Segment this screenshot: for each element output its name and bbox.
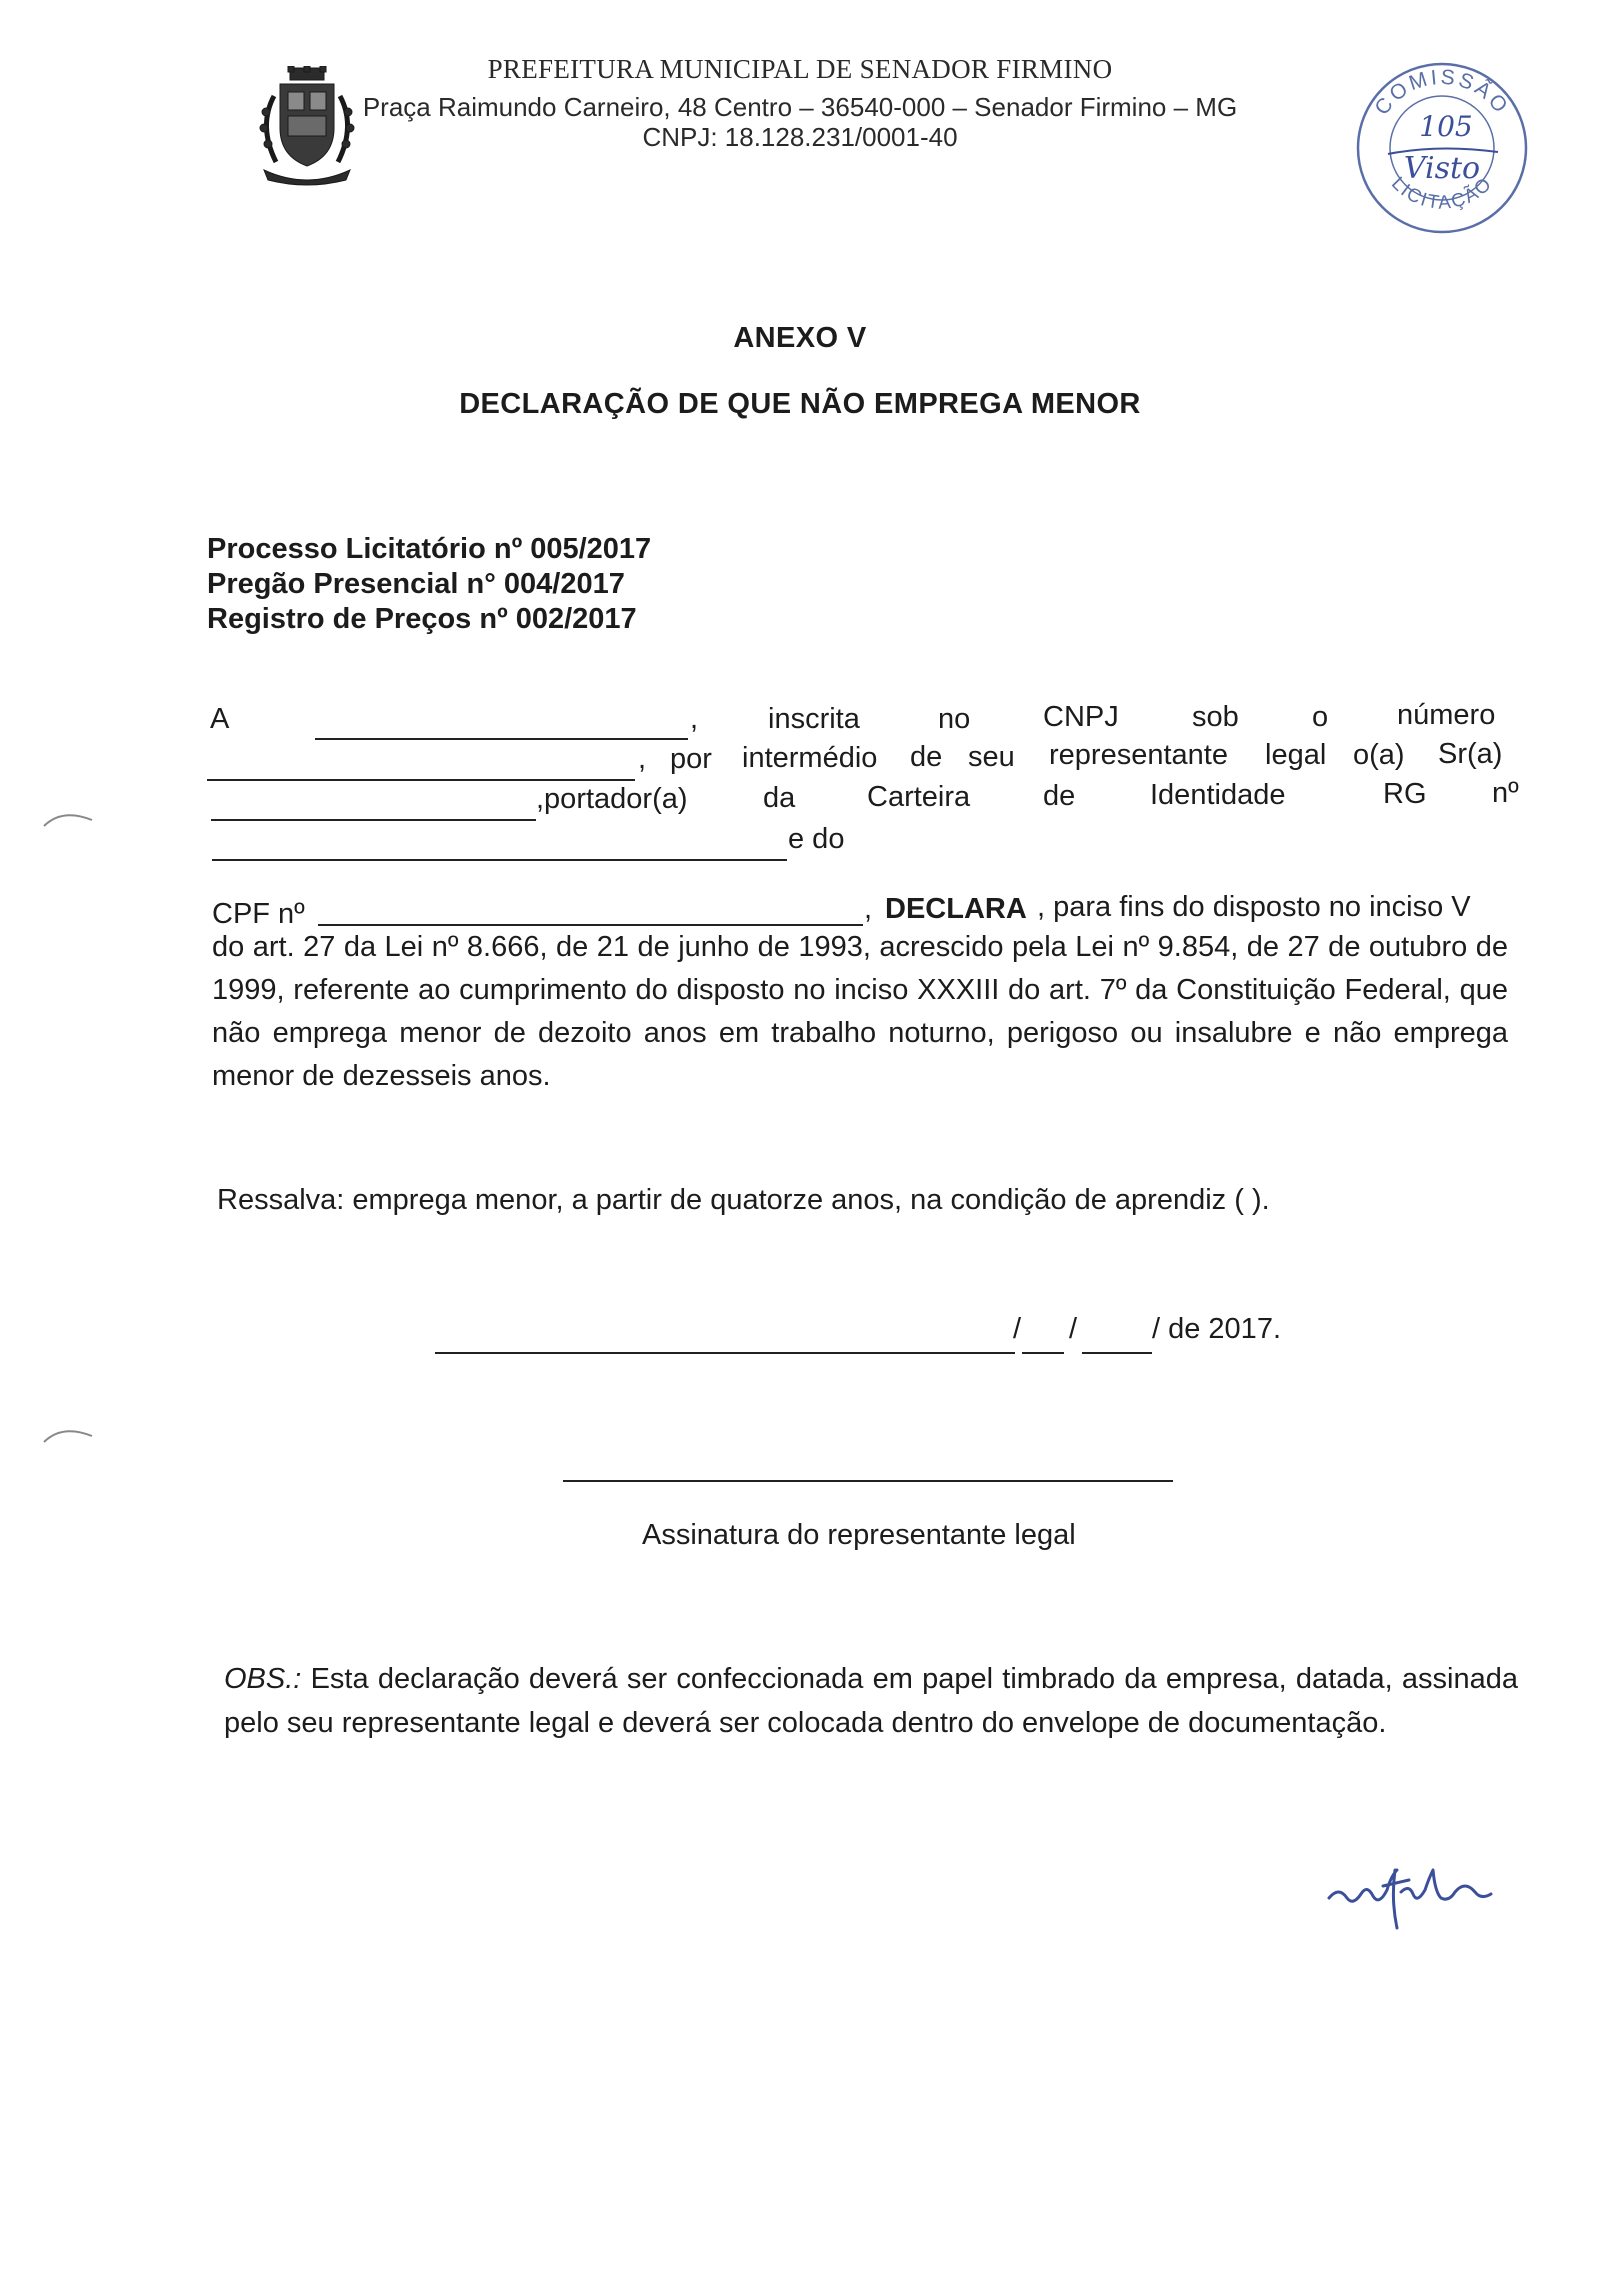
stamp-handwritten-number: 105 [1419, 110, 1473, 143]
form-word: no [938, 703, 971, 735]
form-word: intermédio [742, 742, 878, 774]
cpf-continuation: , para fins do disposto no inciso V [1037, 891, 1471, 923]
stamp-bottom-text: LICITAÇÃO [1387, 172, 1498, 214]
representative-name-blank[interactable] [211, 819, 536, 821]
annex-title: ANEXO V [733, 322, 867, 354]
date-slash: / [1069, 1313, 1078, 1345]
date-year-text: / de 2017. [1152, 1313, 1281, 1345]
obs-label: OBS.: [224, 1663, 302, 1695]
form-word: , [864, 893, 873, 925]
header-cnpj: CNPJ: 18.128.231/0001-40 [642, 122, 958, 152]
stamp-top-text: COMISSÃO [1370, 65, 1514, 120]
form-word: legal [1265, 739, 1327, 771]
process-number: Processo Licitatório nº 005/2017 [207, 533, 652, 565]
obs-note [224, 1657, 1518, 1745]
date-slash: / [1013, 1313, 1022, 1345]
form-word: seu [968, 741, 1015, 773]
declaration-title: DECLARAÇÃO DE QUE NÃO EMPREGA MENOR [459, 388, 1141, 420]
form-word: , [690, 703, 699, 735]
form-word: Carteira [867, 781, 971, 813]
cpf-label: CPF nº [212, 898, 305, 930]
cnpj-number-blank[interactable] [207, 779, 635, 781]
scan-margin-mark [40, 802, 100, 832]
form-word: RG [1383, 778, 1427, 810]
signature-line[interactable] [563, 1480, 1173, 1482]
scan-margin-mark [40, 1418, 100, 1448]
commission-stamp [1348, 58, 1536, 236]
form-word: e do [788, 823, 845, 855]
form-word: da [763, 782, 796, 814]
form-word: CNPJ [1043, 701, 1119, 733]
registro-precos-number: Registro de Preços nº 002/2017 [207, 603, 637, 635]
form-word: de [910, 741, 943, 773]
form-word: ,portador(a) [536, 783, 688, 815]
company-name-blank[interactable] [315, 738, 688, 740]
form-word: sob [1192, 701, 1239, 733]
day-blank[interactable] [1022, 1352, 1064, 1354]
form-word: , [638, 743, 647, 775]
form-word: representante [1049, 739, 1228, 771]
form-word: inscrita [768, 703, 860, 735]
form-word: o [1312, 701, 1329, 733]
form-word: de [1043, 780, 1076, 812]
header-address: Praça Raimundo Carneiro, 48 Centro – 36540-000 – Senador Firmino – MG [362, 92, 1238, 122]
signature-label: Assinatura do representante legal [642, 1519, 1076, 1551]
rg-number-blank[interactable] [212, 859, 787, 861]
form-word: A [210, 703, 230, 735]
form-word: por [670, 743, 712, 775]
month-blank[interactable] [1082, 1352, 1152, 1354]
place-blank[interactable] [435, 1352, 1015, 1354]
stamp-handwritten-sign: Visto [1403, 151, 1481, 186]
form-word: nº [1492, 777, 1519, 809]
form-word: número [1397, 699, 1496, 731]
pregao-number: Pregão Presencial n° 004/2017 [207, 568, 625, 600]
form-word: Identidade [1150, 779, 1286, 811]
declaration-paragraph: do art. 27 da Lei nº 8.666, de 21 de junho de 1993, acrescido pela Lei nº 9.854, de 27 de outubro de 1999, referente ao cumprimento do disposto no inciso XXXIII do art. 7º da Constituição Federal, que não emprega menor de dezoito anos em trabalho noturno, perigoso ou insalubre e não emprega menor de dezesseis anos. [212, 931, 1508, 1092]
form-word: o(a) [1353, 739, 1405, 771]
obs-text: Esta declaração deverá ser confeccionada em papel timbrado da empresa, datada, assinada pelo seu representante legal e deverá ser colocada dentro do envelope de documentação. [224, 1663, 1518, 1739]
ressalva-clause: Ressalva: emprega menor, a partir de quatorze anos, na condição de aprendiz ( ). [217, 1184, 1270, 1216]
form-word: Sr(a) [1438, 738, 1503, 770]
header-org-name: PREFEITURA MUNICIPAL DE SENADOR FIRMINO [487, 54, 1113, 84]
declara-keyword: DECLARA [885, 893, 1027, 925]
handwritten-rubric-signature [1325, 1840, 1500, 1930]
